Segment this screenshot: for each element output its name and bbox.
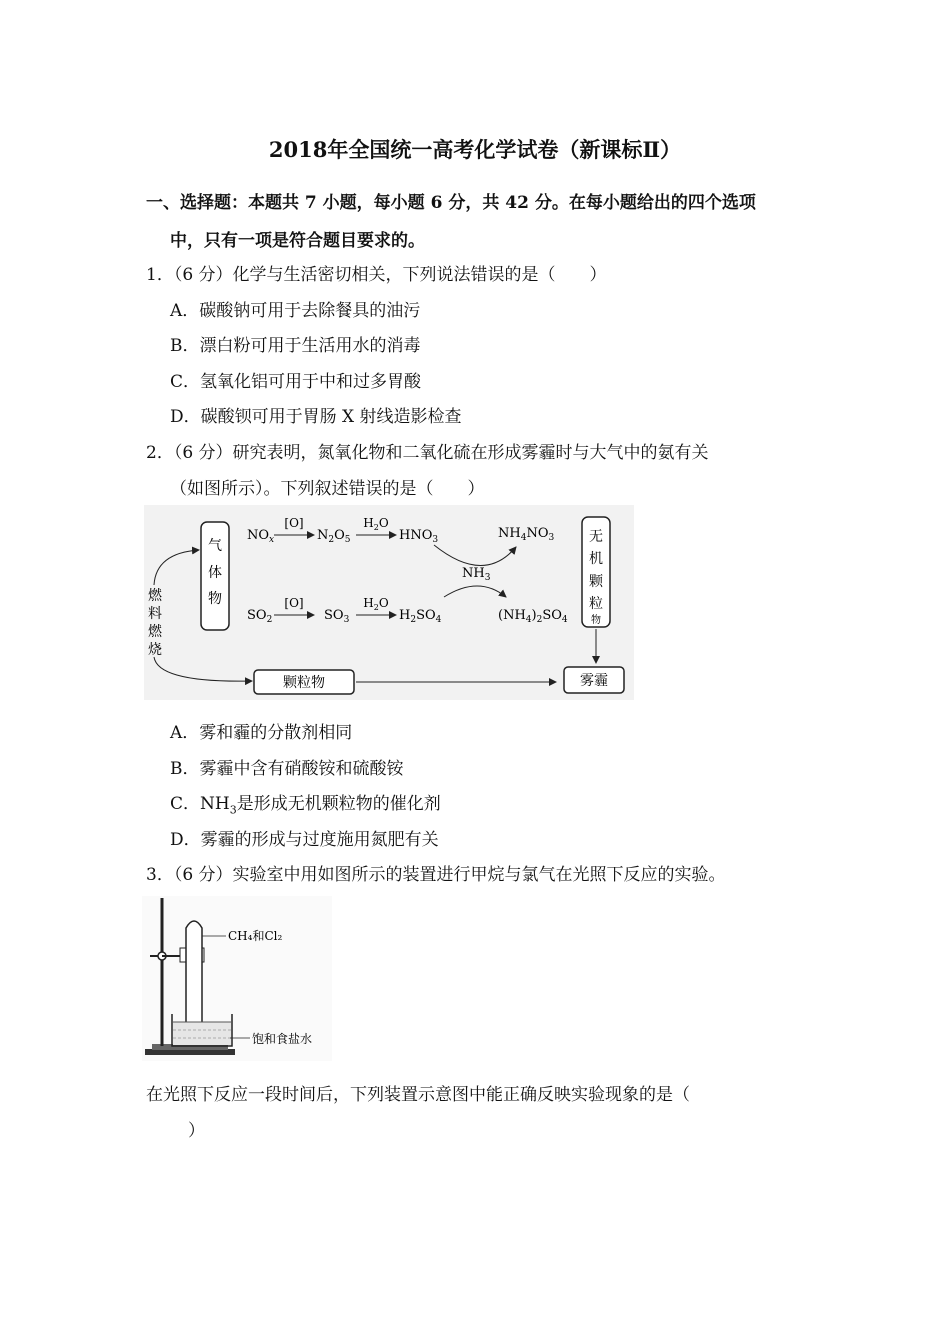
q2-option-c-subscript: 3 — [229, 803, 237, 817]
nh42so4-label: $(NH_4)_2SO_4$ — [498, 608, 568, 625]
q2-stem-line2: （如图所示）。下列叙述错误的是（ ） — [170, 479, 485, 499]
oxidation-label-1: [O] — [284, 516, 304, 530]
methane-chlorine-apparatus — [142, 896, 332, 1061]
oxidation-label-2: [O] — [284, 596, 304, 610]
hno3-label: $HNO_3$ — [399, 528, 439, 545]
q2-option-c-suffix: 是形成无机颗粒物的催化剂 — [236, 794, 441, 814]
inorganic-label-4: 粒 — [589, 596, 603, 612]
so3-label: $SO_3$ — [324, 608, 350, 625]
so2-label: $SO_2$ — [247, 608, 273, 625]
fuel-label-2: 料 — [148, 606, 162, 622]
h2so4-label: $H_2SO_4$ — [399, 608, 442, 625]
gas-label-3: 物 — [208, 591, 222, 607]
q1-option-b: B．漂白粉可用于生活用水的消毒 — [170, 336, 421, 356]
gas-mixture-label: CH₄和Cl₂ — [228, 929, 283, 943]
nox-label: $NO_x$ — [247, 528, 275, 545]
q1-option-d: D．碳酸钡可用于胃肠 X 射线造影检查 — [170, 407, 462, 427]
water-label-2: $H_2O$ — [363, 596, 389, 612]
section-heading-line1: 一、选择题：本题共 7 小题，每小题 6 分，共 42 分。在每小题给出的四个选项 — [146, 193, 756, 213]
q3-question-line1: 在光照下反应一段时间后，下列装置示意图中能正确反映实验现象的是（ — [146, 1085, 690, 1105]
q2-option-c-prefix: C．NH — [170, 794, 230, 814]
inorganic-label-5: 物 — [591, 615, 601, 626]
nh4no3-label: $NH_4NO_3$ — [498, 526, 555, 543]
test-tube — [186, 921, 202, 1031]
smog-formation-diagram — [144, 505, 634, 700]
q2-option-d: D．雾霾的形成与过度施用氮肥有关 — [170, 830, 439, 850]
gas-label-1: 气 — [208, 538, 222, 554]
q2-stem-line1: 2．（6 分）研究表明，氮氧化物和二氧化硫在形成雾霾时与大气中的氨有关 — [146, 443, 709, 463]
q1-stem: 1．（6 分）化学与生活密切相关，下列说法错误的是（ ） — [146, 265, 607, 285]
fuel-label-3: 燃 — [148, 624, 162, 640]
page-title: 2018年全国统一高考化学试卷（新课标Ⅱ） — [268, 137, 682, 162]
water-label-1: $H_2O$ — [363, 516, 389, 532]
fuel-label-1: 燃 — [148, 588, 162, 604]
q3-question-line2: ） — [188, 1121, 205, 1141]
fuel-label-4: 烧 — [148, 642, 162, 658]
brine-label: 饱和食盐水 — [252, 1032, 313, 1046]
section-heading-line2: 中，只有一项是符合题目要求的。 — [170, 231, 425, 251]
q2-option-b: B．雾霾中含有硝酸铵和硫酸铵 — [170, 759, 404, 779]
n2o5-label: $N_2O_5$ — [317, 528, 351, 545]
inorganic-label-3: 颗 — [589, 574, 603, 590]
q1-option-c: C．氢氧化铝可用于中和过多胃酸 — [170, 372, 422, 392]
inorganic-label-1: 无 — [589, 529, 603, 545]
q3-stem: 3．（6 分）实验室中用如图所示的装置进行甲烷与氯气在光照下反应的实验。 — [146, 865, 726, 885]
haze-label: 雾霾 — [580, 673, 608, 689]
q1-option-a: A．碳酸钠可用于去除餐具的油污 — [170, 301, 421, 321]
inorganic-label-2: 机 — [589, 551, 603, 567]
nh3-label: $NH_3$ — [462, 566, 491, 583]
particles-label: 颗粒物 — [283, 675, 325, 691]
q2-option-a: A．雾和霾的分散剂相同 — [170, 723, 353, 743]
q2-option-c — [170, 789, 441, 816]
gas-label-2: 体 — [208, 565, 222, 581]
